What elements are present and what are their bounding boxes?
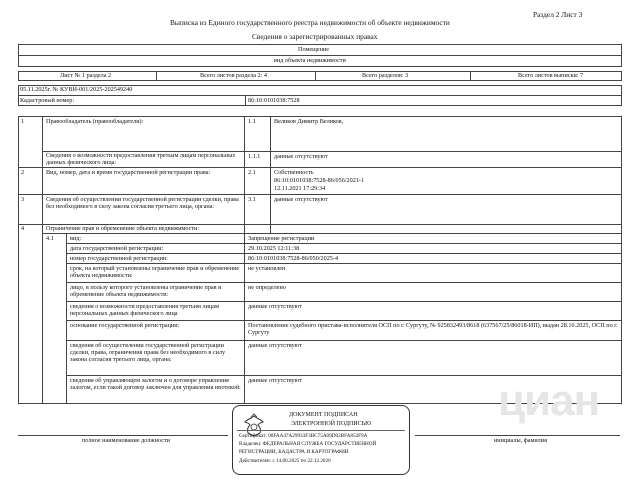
- personal-data-value: данные отсутствуют: [248, 303, 302, 310]
- section-total: Всего разделов: 3: [362, 72, 409, 79]
- encumbrance-type-label: вид:: [70, 235, 82, 242]
- encumbrance-date-value: 29.10.2025 12:11:38: [248, 245, 300, 252]
- row-1-1-value: данные отсутствуют: [274, 153, 328, 160]
- document-subtitle: Сведения о зарегистрированных правах: [252, 32, 378, 41]
- object-type-caption: вид объекта недвижимости: [274, 57, 346, 64]
- electronic-signature-stamp: [232, 405, 410, 475]
- pledge-manager-value: данные отсутствуют: [248, 377, 302, 384]
- encumbrance-term-label: срок, на который установлены ограничение прав и обременение объекта недвижимости:: [70, 265, 240, 280]
- encumbrance-term-value: не установлен: [248, 265, 286, 272]
- beneficiary-label: лицо, в пользу которого установлены ограничение прав и обременение объекта недвижимости:: [70, 284, 222, 299]
- cadastral-label: Кадастровый номер:: [20, 97, 75, 104]
- pledge-manager-label: сведения об управляющем залогом и о договоре управления залогом, если такой договор заключен для управления ипотекой:: [70, 377, 241, 392]
- stamp-certificate: Сертификат: 00FAA47A29933F3BC75A09D02BFA852F9A: [239, 433, 368, 439]
- row-3-number: 3: [21, 196, 25, 203]
- row-1-sub: 1.1: [248, 118, 256, 125]
- encumbrance-date-label: дата государственной регистрации:: [70, 245, 164, 252]
- section-sheet-label: Раздел 2 Лист 3: [533, 10, 583, 19]
- row-2-label: Вид, номер, дата и время государственной регистрации права:: [46, 169, 211, 176]
- name-caption: инициалы, фамилия: [494, 437, 547, 444]
- stamp-owner-2: РЕГИСТРАЦИИ, КАДАСТРА И КАРТОГРАФИИ: [239, 449, 349, 455]
- sheet-total: Всего листов выписки: 7: [518, 72, 584, 79]
- personal-data-label: сведения о возможности предоставления третьим лицам персональных данных физического лица: [70, 303, 219, 318]
- sheet-total-section: Всего листов раздела 2: 4: [200, 72, 267, 79]
- object-type: Помещение: [298, 46, 329, 53]
- sheet-number: Лист № 1 раздела 2: [60, 72, 112, 79]
- right-reg-number: 86:10:0101038:7528-86/056/2021-1: [274, 177, 365, 184]
- right-type: Собственность: [274, 169, 314, 176]
- row-2-number: 2: [21, 169, 25, 176]
- consent-info-value: данные отсутствуют: [248, 342, 302, 349]
- row-3-sub: 3.1: [248, 196, 256, 203]
- stamp-validity: Действителен: с 14.06.2025 по 22.12.2026: [239, 458, 331, 464]
- row-1-1-sub: 1.1.1: [248, 153, 261, 160]
- right-reg-date: 12.11.2021 17:29:34: [274, 185, 326, 192]
- row-4-number: 4: [21, 225, 25, 232]
- owner-value: Великов Димитр Великов,: [274, 118, 344, 125]
- beneficiary-value: не определено: [248, 284, 286, 291]
- registration-basis-value: Постановление судебного пристава-исполнителя ОСП по г. Сургуту, № 925832493/8618 (637567/25/86018-ИП), выдан 28.10.2025, ОСП по г. Сургуту: [248, 322, 618, 337]
- row-3-label: Сведения об осуществлении государственной регистрации сделки, права без необходимого в силу закона согласия третьего лица, органа:: [46, 196, 239, 211]
- position-caption: полное наименование должности: [82, 437, 170, 444]
- row-1-number: 1: [21, 118, 25, 125]
- row-4-label: Ограничение прав и обременение объекта недвижимости:: [46, 225, 200, 232]
- date-and-number: 05.11.2025г. № КУВИ-001/2025-202549240: [20, 86, 133, 93]
- row-3-value: данные отсутствуют: [274, 196, 328, 203]
- stamp-line-2: ЭЛЕКТРОННОЙ ПОДПИСЬЮ: [291, 421, 372, 427]
- watermark-logo: циан: [498, 376, 600, 425]
- row-1-label: Правообладатель (правообладатели):: [46, 118, 144, 125]
- encumbrance-number-value: 86:10:0101038:7528-86/050/2025-4: [248, 255, 339, 262]
- consent-info-label: сведения об осуществлении государственной регистрации сделки, права, ограничения права без необходимого в силу закона согласия третьего лица, органа:: [70, 342, 226, 364]
- cadastral-value: 86:10:0101038:7528: [248, 97, 300, 104]
- row-4-1-sub: 4.1: [46, 235, 54, 242]
- stamp-owner-1: Владелец: ФЕДЕРАЛЬНАЯ СЛУЖБА ГОСУДАРСТВЕННОЙ: [239, 441, 377, 447]
- document-title: Выписка из Единого государственного реестра недвижимости об объекте недвижимости: [170, 18, 450, 27]
- row-2-sub: 2.1: [248, 169, 256, 176]
- registration-basis-label: основание государственной регистрации:: [70, 322, 180, 329]
- encumbrance-number-label: номер государственной регистрации:: [70, 255, 168, 262]
- encumbrance-type-value: Запрещение регистрации: [248, 235, 315, 242]
- stamp-line-1: ДОКУМЕНТ ПОДПИСАН: [289, 412, 358, 418]
- row-1-1-label: Сведения о возможности предоставления третьим лицам персональных данных физического лица:: [46, 152, 236, 167]
